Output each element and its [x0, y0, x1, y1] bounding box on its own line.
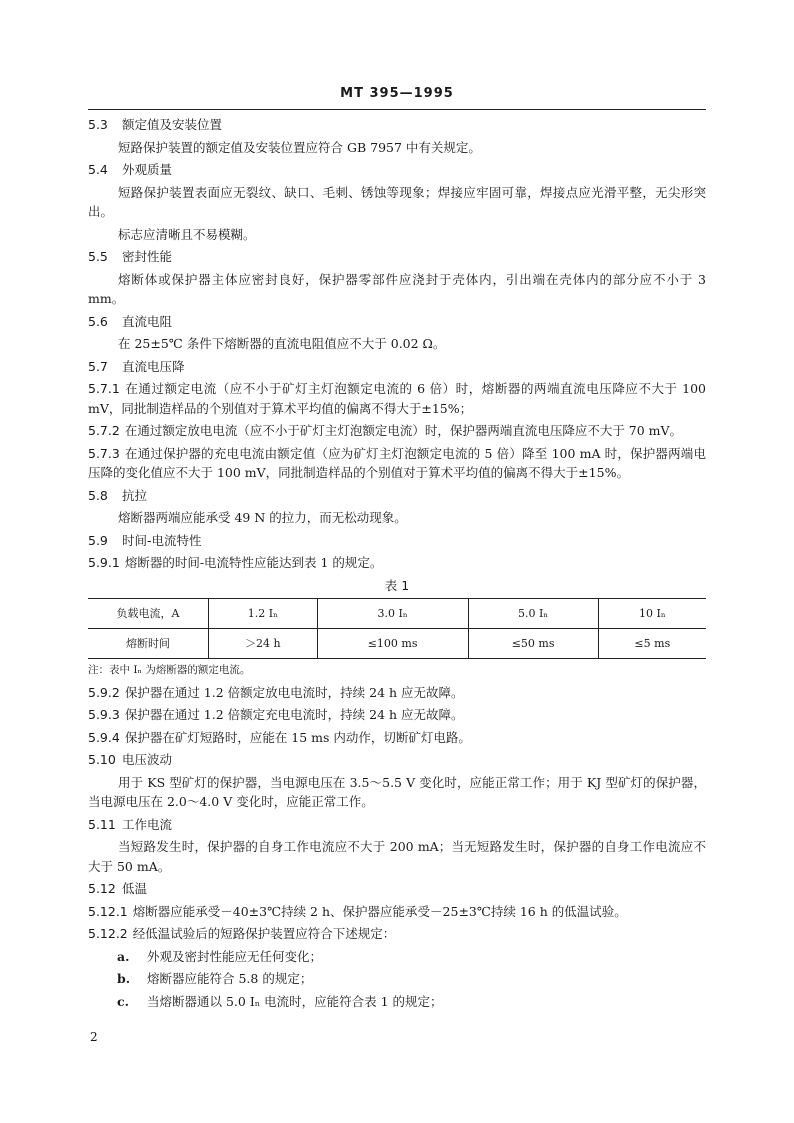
- clause-5-9-2: [88, 683, 706, 703]
- section-5-5-text: 熔断体或保护器主体应密封良好，保护器零部件应浇封于壳体内，引出端在壳体内的部分应不小于 3 mm。: [88, 271, 706, 306]
- section-title: 低温: [122, 881, 148, 896]
- section-5-8-text: 熔断器两端应能承受 49 N 的拉力，而无松动现象。: [118, 510, 407, 525]
- section-5-7-heading: [88, 357, 706, 377]
- table-cell: ＞24 h: [209, 628, 318, 658]
- table-caption: 表 1: [384, 577, 410, 593]
- table-note: 注：表中 Iₙ 为熔断器的额定电流。: [88, 663, 251, 676]
- document-header: MT 395—1995: [340, 86, 454, 101]
- section-5-6-text: 在 25±5℃ 条件下熔断器的直流电阻值应不大于 0.02 Ω。: [118, 336, 446, 351]
- section-5-4-text-2: 标志应清晰且不易模糊。: [118, 226, 256, 242]
- section-5-11-heading: [88, 815, 706, 835]
- section-number: 5.12: [88, 881, 116, 896]
- list-item: [88, 969, 706, 989]
- list-item: [88, 992, 706, 1012]
- section-5-9-heading: [88, 531, 706, 551]
- clause-number: 5.9.2: [88, 684, 120, 700]
- section-title: 电压波动: [122, 752, 173, 767]
- section-5-4-heading: [88, 160, 706, 180]
- clause-text: 经低温试验后的短路保护装置应符合下述规定：: [132, 926, 396, 941]
- clause-5-7-3: [88, 444, 706, 483]
- section-number: 5.5: [88, 249, 108, 264]
- clause-number: 5.7.3: [88, 445, 120, 461]
- list-item-text: 外观及密封性能应无任何变化；: [147, 948, 323, 964]
- table-cell: 1.2 Iₙ: [209, 598, 318, 628]
- list-item-text: 熔断器应能符合 5.8 的规定；: [147, 971, 313, 986]
- clause-5-7-2: [88, 421, 706, 441]
- section-5-5-heading: [88, 247, 706, 267]
- table-cell: ≤100 ms: [317, 628, 468, 658]
- section-title: 时间-电流特性: [122, 532, 202, 548]
- list-item: [88, 947, 706, 967]
- list-item-text: 当熔断器通以 5.0 Iₙ 电流时，应能符合表 1 的规定；: [147, 993, 443, 1009]
- section-title: 工作电流: [122, 816, 173, 832]
- clause-number: 5.12.1: [88, 903, 128, 919]
- section-5-6-heading: [88, 312, 706, 332]
- clause-text: 保护器在矿灯短路时，应能在 15 ms 内动作，切断矿灯电路。: [124, 729, 471, 745]
- page-number: 2: [90, 1030, 98, 1044]
- section-number: 5.8: [88, 487, 108, 503]
- section-number: 5.10: [88, 752, 116, 767]
- section-number: 5.7: [88, 358, 108, 374]
- section-5-10-heading: [88, 750, 706, 770]
- section-number: 5.11: [88, 816, 116, 832]
- section-5-12-heading: [88, 879, 706, 899]
- clause-5-12-1: [88, 902, 706, 922]
- section-number: 5.3: [88, 117, 108, 132]
- table-cell: 3.0 Iₙ: [317, 598, 468, 628]
- section-number: 5.6: [88, 313, 108, 329]
- time-current-table: [88, 598, 706, 659]
- list-item-label: a.: [117, 948, 130, 964]
- list-item-label: c.: [117, 993, 129, 1009]
- clause-number: 5.9.4: [88, 729, 120, 745]
- clause-number: 5.12.2: [88, 926, 128, 941]
- clause-5-12-2: [88, 924, 706, 944]
- table-row: [88, 598, 706, 628]
- clause-5-9-4: [88, 728, 706, 748]
- section-title: 密封性能: [122, 249, 173, 264]
- clause-text: 保护器在通过 1.2 倍额定放电电流时，持续 24 h 应无故障。: [124, 684, 464, 700]
- table-row: [88, 628, 706, 658]
- clause-number: 5.7.2: [88, 423, 120, 438]
- section-title: 外观质量: [122, 162, 173, 177]
- clause-number: 5.9.3: [88, 707, 120, 722]
- clause-5-9-1: [88, 553, 706, 573]
- table-cell: 熔断时间: [88, 628, 209, 658]
- list-item-label: b.: [117, 971, 131, 986]
- table-cell: ≤50 ms: [468, 628, 598, 658]
- table-cell: 负载电流，A: [88, 598, 209, 628]
- clause-number: 5.9.1: [88, 555, 120, 570]
- clause-5-7-1: [88, 379, 706, 418]
- header-rule: [88, 109, 706, 110]
- document-body: [88, 115, 706, 1014]
- section-5-3-heading: [88, 115, 706, 135]
- clause-text: 在通过保护器的充电电流由额定值（应为矿灯主灯泡额定电流的 5 倍）降至 100 mA 时，保护器两端电压降的变化值应不大于 100 mV，同批制造样品的个别值对于算术平均值的偏离不得大于±15%。: [88, 445, 706, 480]
- section-title: 额定值及安装位置: [122, 117, 223, 132]
- clause-text: 在通过额定放电电流（应不小于矿灯主灯泡额定电流）时，保护器两端直流电压降应不大于 70 mV。: [124, 423, 683, 438]
- table-cell: 5.0 Iₙ: [468, 598, 598, 628]
- section-number: 5.4: [88, 162, 108, 177]
- table-cell: 10 Iₙ: [598, 598, 706, 628]
- section-5-3-text: 短路保护装置的额定值及安装位置应符合 GB 7957 中有关规定。: [118, 139, 481, 155]
- table-cell: ≤5 ms: [598, 628, 706, 658]
- clause-text: 保护器在通过 1.2 倍额定充电电流时，持续 24 h 应无故障。: [124, 707, 464, 722]
- section-5-4-text: 短路保护装置表面应无裂纹、缺口、毛刺、锈蚀等现象；焊接应牢固可靠，焊接点应光滑平整，无尖形突出。: [88, 184, 706, 219]
- section-number: 5.9: [88, 532, 108, 548]
- section-title: 抗拉: [122, 487, 148, 503]
- clause-text: 熔断器应能承受－40±3℃持续 2 h、保护器应能承受－25±3℃持续 16 h 的低温试验。: [132, 903, 627, 919]
- section-5-11-text: 当短路发生时，保护器的自身工作电流应不大于 200 mA；当无短路发生时，保护器的自身工作电流应不大于 50 mA。: [88, 839, 706, 874]
- section-5-10-text: 用于 KS 型矿灯的保护器，当电源电压在 3.5～5.5 V 变化时，应能正常工作；用于 KJ 型矿灯的保护器，当电源电压在 2.0～4.0 V 变化时，应能正常工作。: [88, 774, 706, 809]
- section-title: 直流电阻: [122, 313, 173, 329]
- section-title: 直流电压降: [122, 358, 185, 374]
- clause-number: 5.7.1: [88, 381, 120, 396]
- clause-text: 在通过额定电流（应不小于矿灯主灯泡额定电流的 6 倍）时，熔断器的两端直流电压降应不大于 100 mV，同批制造样品的个别值对于算术平均值的偏离不得大于±15%；: [88, 381, 706, 416]
- section-5-8-heading: [88, 486, 706, 506]
- clause-5-9-3: [88, 705, 706, 725]
- clause-text: 熔断器的时间-电流特性应能达到表 1 的规定。: [124, 555, 383, 570]
